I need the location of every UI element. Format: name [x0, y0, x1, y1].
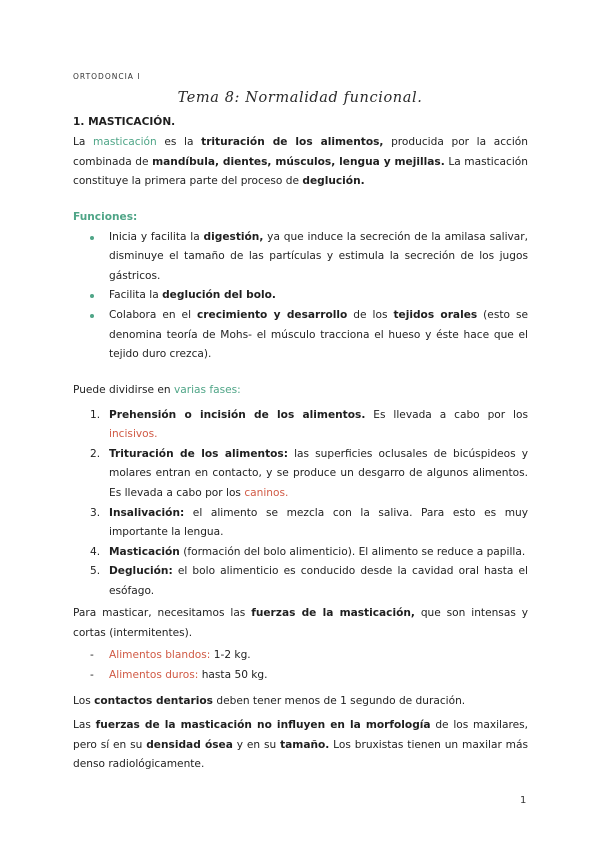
list-item: - Alimentos duros: hasta 50 kg. [90, 668, 268, 681]
funciones-list [73, 228, 528, 365]
bullet-icon [90, 294, 94, 298]
page-number: 1 [520, 795, 527, 806]
list-item: 3. Insalivación: el alimento se mezcla con la saliva. Para esto es muy importante la lengua. [90, 506, 528, 539]
list-item: 4. Masticación (formación del bolo alimenticio). El alimento se reduce a papilla. [90, 545, 526, 558]
list-item: Inicia y facilita la digestión, ya que induce la secreción de la amilasa salivar, disminuye el tamaño de las partículas y estimula la secreción de los jugos gástricos. [73, 228, 528, 287]
keyword-masticacion: masticación [93, 136, 157, 148]
page-title: Tema 8: Normalidad funcional. [177, 90, 423, 106]
list-item: 2. Trituración de los alimentos: las superficies oclusales de bicúspideos y molares entran en contacto, y se produce un desgarro de algunos alimentos. Es llevada a cabo por los caninos. [90, 447, 528, 499]
list-item: - Alimentos blandos: 1-2 kg. [90, 649, 251, 662]
fuerzas-section: Para masticar, necesitamos las fuerzas de la masticación, que son intensas y cortas (intermitentes). - Alimentos blandos: 1-2 kg. - Alimentos duros: hasta 50 kg. [73, 604, 528, 685]
funciones-section [73, 208, 528, 365]
fuerzas-list [73, 646, 528, 685]
list-item: Colabora en el crecimiento y desarrollo de los tejidos orales (esto se denomina teoría de Mohs- el músculo tracciona el hueso y éste hace que el tejido duro crezca). [73, 306, 528, 365]
bullet-icon [90, 236, 94, 240]
list-item: 1. Prehensión o incisión de los alimentos. Es llevada a cabo por los incisivos. [90, 408, 528, 441]
funciones-heading: Funciones: [73, 211, 138, 223]
contactos-paragraph: Los contactos dentarios deben tener menos de 1 segundo de duración. [73, 695, 466, 707]
fases-section: Puede dividirse en varias fases: 1. Prehensión o incisión de los alimentos. Es llevada a cabo por los incisivos. 2. Trituración de los alimentos: las superficies oclusales de bicúspideos y molares entran en contacto, y se produce un desgarro de algunos alimentos. Es llevada a cabo por los caninos. 3. Insalivación: el alimento se mezcla con la saliva. Para esto es muy importante la lengua. 4. Masticación (formación del bolo alimenticio). El alimento se reduce a papilla. 5. Deglución: el bolo alimenticio es conducido desde la cavidad oral hasta el esófago. [73, 381, 528, 602]
morfologia-paragraph: Las fuerzas de la masticación no influyen en la morfología de los maxilares, pero sí en su densidad ósea y en su tamaño. Los bruxistas tienen un maxilar más denso radiológicamente. [73, 719, 529, 771]
intro-paragraph: La masticación es la trituración de los alimentos, producida por la acción combinada de mandíbula, dientes, músculos, lengua y mejillas. La masticación constituye la primera parte del proceso de deglución. [73, 136, 529, 188]
bullet-icon [90, 314, 94, 318]
keyword-varias-fases: varias fases: [173, 384, 241, 396]
list-item: Facilita la deglución del bolo. [73, 286, 528, 306]
section-heading: 1. MASTICACIÓN. [73, 116, 176, 128]
course-label: ORTODONCIA I [73, 72, 141, 81]
fases-list [73, 406, 528, 602]
list-item: 5. Deglución: el bolo alimenticio es conducido desde la cavidad oral hasta el esófago. [90, 565, 528, 597]
